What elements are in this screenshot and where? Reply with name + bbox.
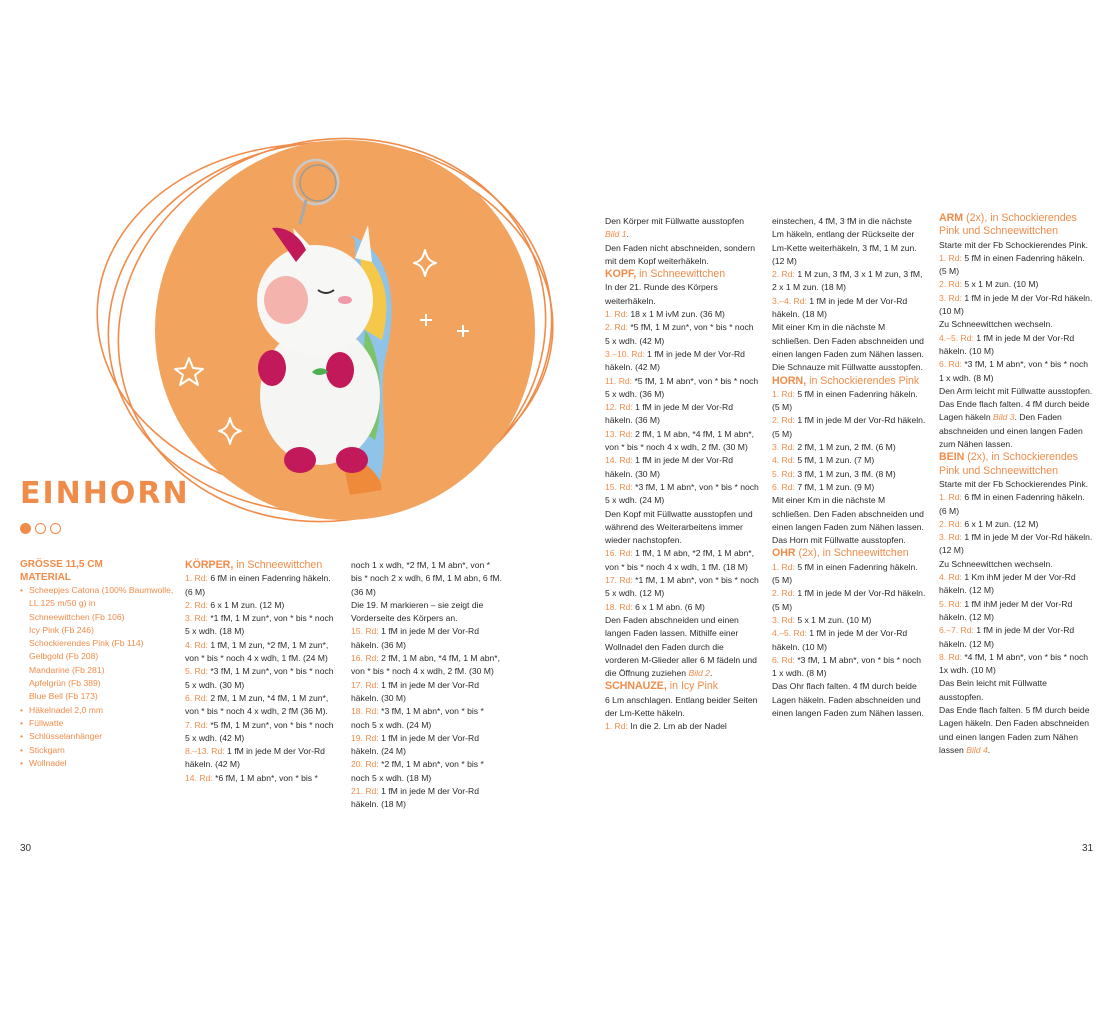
round-label: 5. Rd: (772, 468, 795, 479)
round-label: 17. Rd: (351, 679, 379, 690)
section-heading-name: HORN, (772, 374, 807, 387)
round-text: *3 fM, 1 M abn*, von * bis * noch 1 x wdh. (8 M) (939, 359, 1089, 383)
round-instruction (772, 587, 926, 614)
section-heading (939, 451, 1093, 478)
instruction-text (939, 704, 1093, 757)
instruction-text (939, 239, 1093, 252)
round-text: 1 fM in jede M der Vor-Rd häkeln. (42 M) (185, 746, 325, 770)
round-text: 18 x 1 M ivM zun. (36 M) (627, 309, 725, 320)
round-label: 1. Rd: (605, 309, 628, 320)
material-item: Schockierendes Pink (Fb 114) (29, 638, 144, 649)
round-label: 15. Rd: (351, 626, 379, 637)
instruction-text-body: In der 21. Runde des Körpers weiterhäkeln. (605, 282, 718, 306)
material-item: Blue Bell (Fb 173) (29, 691, 98, 702)
round-instruction (605, 481, 759, 508)
round-instruction (351, 705, 503, 732)
round-text: *5 fM, 1 M zun*, von * bis * noch 5 x wdh. (42 M) (605, 322, 754, 346)
round-text: 1 fM, 1 M zun, *2 fM, 1 M zun*, von * bis * noch 4 x wdh, 1 fM. (24 M) (185, 639, 329, 664)
round-instruction (939, 358, 1093, 385)
instruction-text-body: 6 Lm anschlagen. Entlang beider Seiten der Lm-Kette häkeln. (605, 694, 758, 718)
round-instruction (939, 518, 1093, 531)
difficulty-indicator (20, 523, 61, 534)
section-heading-color: (2x), in Schockierendes Pink und Schneewittchen (939, 451, 1078, 477)
round-label: 1. Rd: (939, 492, 962, 503)
instruction-text-body: Das Ohr flach falten. 4 fM durch beide Lagen häkeln. Faden abschneiden und einen langen Faden zum Nähen lassen. (772, 681, 924, 718)
round-label: 13. Rd: (605, 428, 633, 439)
section-heading (772, 375, 926, 388)
round-label: 3.–10. Rd: (605, 348, 645, 359)
instruction-text (772, 534, 926, 547)
round-label: 7. Rd: (185, 719, 208, 730)
round-label: 11. Rd: (605, 375, 633, 386)
instruction-text (939, 558, 1093, 571)
instruction-text-tail: . Den Faden abschneiden und einen langen Faden zum Nähen lassen. (939, 412, 1083, 450)
round-instruction (772, 454, 926, 467)
round-instruction (772, 614, 926, 627)
round-label: 4. Rd: (185, 639, 208, 650)
round-label: 3. Rd: (772, 614, 795, 625)
instructions-column-4 (772, 215, 926, 720)
instruction-text-body: einstechen, 4 fM, 3 fM in die nächste Lm häkeln, entlang der Rückseite der Lm-Kette weiterhäkeln, 3 fM, 1 M zun. (12 M) (772, 216, 917, 266)
instruction-text-body: Das Bein leicht mit Füllwatte ausstopfen. (939, 678, 1047, 702)
round-instruction (772, 561, 926, 588)
instructions-column-2 (351, 559, 503, 812)
round-text: 6 fM in einen Fadenring häkeln. (6 M) (185, 573, 331, 597)
round-instruction (939, 252, 1093, 279)
instruction-text-body: Den Arm leicht mit Füllwatte ausstopfen. (939, 385, 1093, 396)
instruction-text (605, 242, 759, 269)
material-item: • Stickgarn (20, 744, 175, 757)
round-text: *3 fM, 1 M abn*, von * bis * noch 5 x wdh. (24 M) (605, 481, 759, 506)
round-label: 6. Rd: (772, 481, 795, 492)
round-label: 2. Rd: (939, 518, 962, 529)
section-heading (939, 212, 1093, 239)
round-label: 3. Rd: (939, 532, 962, 543)
round-instruction (605, 401, 759, 428)
round-text: 2 fM, 1 M abn, *4 fM, 1 M abn*, von * bis * noch 4 x wdh, 2 fM. (30 M) (351, 653, 501, 677)
round-text: 1 fM in jede M der Vor-Rd häkeln. (18 M) (351, 786, 480, 810)
round-text: *3 fM, 1 M zun*, von * bis * noch 5 x wdh. (30 M) (185, 666, 334, 690)
round-instruction (939, 278, 1093, 291)
instruction-text (605, 508, 759, 548)
instruction-text-body: Zu Schneewittchen wechseln. (939, 558, 1053, 569)
section-heading-name: BEIN (939, 451, 965, 464)
round-instruction (939, 491, 1093, 518)
pattern-title: EINHORN (20, 476, 190, 511)
round-label: 4. Rd: (939, 572, 962, 583)
section-heading (605, 268, 759, 281)
round-instruction (605, 348, 759, 375)
instruction-text-body: Mit einer Km in die nächste M schließen. Den Faden abschneiden und einen langen Faden zum Nähen lassen. (772, 495, 924, 532)
round-text: 3 fM, 1 M zun, 3 fM. (8 M) (794, 468, 896, 479)
round-text: 1 fM in jede M der Vor-Rd häkeln. (18 M) (772, 295, 908, 320)
round-instruction (605, 547, 759, 574)
instruction-text-body: Das Ende flach falten. 5 fM durch beide Lagen häkeln. Den Faden abschneiden und einen langen Faden zum Nähen lassen (939, 704, 1090, 755)
instruction-text (939, 318, 1093, 331)
round-text: *1 fM, 1 M abn*, von * bis * noch 5 x wdh. (12 M) (605, 575, 759, 599)
round-text: 1 fM in jede M der Vor-Rd häkeln. (36 M) (351, 626, 480, 650)
round-label: 18. Rd: (351, 706, 379, 717)
round-text: 6 x 1 M zun. (12 M) (207, 599, 285, 610)
instruction-text (939, 385, 1093, 398)
round-instruction (185, 612, 337, 639)
round-label: 1. Rd: (939, 252, 962, 263)
difficulty-dot-3 (50, 523, 61, 534)
round-label: 16. Rd: (351, 653, 379, 664)
round-instruction (351, 758, 503, 785)
round-instruction (185, 719, 337, 746)
round-instruction (772, 295, 926, 322)
round-label: 3.–4. Rd: (772, 295, 807, 306)
instruction-text-body: Den Körper mit Füllwatte ausstopfen (605, 216, 744, 226)
round-text: 1 Km ihM jeder M der Vor-Rd häkeln. (12 M) (939, 572, 1076, 596)
section-heading (772, 547, 926, 560)
instruction-text-body: Den Faden nicht abschneiden, sondern mit dem Kopf weiterhäkeln. (605, 242, 756, 266)
instruction-text-body: Den Kopf mit Füllwatte ausstopfen und während des Weiterarbeitens immer wieder nachstopfen. (605, 508, 753, 546)
round-instruction (185, 599, 337, 612)
round-label: 14. Rd: (605, 455, 633, 466)
round-label: 3. Rd: (939, 292, 962, 303)
round-text: 5 fM in einen Fadenring häkeln. (5 M) (772, 561, 918, 586)
material-item: Icy Pink (Fb 246) (29, 624, 94, 635)
round-instruction (605, 454, 759, 481)
section-heading-color: (2x), in Schneewittchen (795, 547, 909, 560)
material-item: Mandarine (Fb 281) (29, 664, 105, 675)
section-heading-name: ARM (939, 212, 964, 224)
material-list (20, 559, 175, 770)
instruction-text-tail: . (709, 668, 713, 679)
round-instruction (185, 692, 337, 719)
section-heading-name: OHR (772, 547, 796, 560)
round-label: 6.–7. Rd: (939, 625, 974, 636)
image-reference: Bild 2 (688, 668, 710, 679)
instruction-text (772, 494, 926, 534)
round-instruction (605, 428, 759, 455)
round-text: *4 fM, 1 M abn*, von * bis * noch 1x wdh. (10 M) (939, 651, 1089, 676)
round-text: *3 fM, 1 M abn*, von * bis * noch 1 x wdh. (8 M) (772, 654, 922, 679)
round-label: 1. Rd: (772, 388, 795, 399)
round-label: 12. Rd: (605, 402, 633, 413)
instructions-column-5 (939, 212, 1093, 757)
instruction-text (939, 398, 1093, 451)
round-label: 17. Rd: (605, 575, 633, 586)
round-instruction (605, 321, 759, 348)
round-label: 1. Rd: (772, 561, 795, 572)
round-label: 3. Rd: (185, 613, 208, 624)
round-label: 6. Rd: (772, 654, 795, 665)
round-instruction (605, 308, 759, 321)
round-text: *3 fM, 1 M abn*, von * bis * noch 5 x wdh. (24 M) (351, 706, 484, 730)
round-label: 20. Rd: (351, 759, 379, 770)
round-instruction (939, 598, 1093, 625)
instruction-text-tail: . (987, 744, 991, 755)
round-label: 2. Rd: (772, 269, 795, 280)
material-item: • Schlüsselanhänger (20, 730, 175, 743)
round-instruction (939, 531, 1093, 558)
round-text: 6 fM in einen Fadenring häkeln. (6 M) (939, 492, 1085, 516)
material-item: • Scheepjes Catona (100% Baumwolle, LL 125 m/50 g) in (20, 584, 175, 611)
material-item: Schneewittchen (Fb 106) (29, 611, 125, 622)
round-text: In die 2. Lm ab der Nadel (627, 721, 727, 732)
material-item: Gelbgold (Fb 208) (29, 651, 99, 662)
round-instruction (605, 574, 759, 601)
round-instruction (605, 720, 759, 733)
instruction-text-body: Starte mit der Fb Schockierendes Pink. (939, 478, 1089, 489)
round-text: 5 x 1 M zun. (10 M) (961, 279, 1039, 290)
instruction-text (351, 559, 503, 599)
round-label: 21. Rd: (351, 786, 379, 797)
difficulty-dot-1 (20, 523, 31, 534)
round-instruction (185, 639, 337, 666)
instruction-text-body: Zu Schneewittchen wechseln. (939, 319, 1053, 330)
section-heading-color: (2x), in Schockierendes Pink und Schneewittchen (939, 212, 1077, 238)
round-instruction (185, 772, 337, 785)
round-text: 6 x 1 M zun. (12 M) (961, 518, 1039, 529)
round-label: 4.–5. Rd: (939, 332, 974, 343)
round-text: 2 fM, 1 M zun, 2 fM. (6 M) (794, 442, 896, 453)
round-instruction (772, 441, 926, 454)
round-instruction (351, 785, 503, 812)
round-text: 1 fM in jede M der Vor-Rd häkeln. (10 M) (772, 628, 908, 652)
round-text: 1 fM in jede M der Vor-Rd häkeln. (10 M) (939, 332, 1075, 356)
round-text: 5 fM, 1 M zun. (7 M) (794, 455, 875, 466)
round-label: 5. Rd: (939, 598, 962, 609)
instruction-text (772, 680, 926, 720)
round-label: 4.–5. Rd: (772, 628, 807, 639)
round-instruction (605, 601, 759, 614)
round-label: 6. Rd: (185, 692, 208, 703)
round-text: *6 fM, 1 M abn*, von * bis * (212, 772, 318, 783)
round-instruction (939, 624, 1093, 651)
round-text: *2 fM, 1 M abn*, von * bis * noch 5 x wdh. (18 M) (351, 759, 484, 783)
round-text: 5 fM in einen Fadenring häkeln. (5 M) (939, 252, 1085, 277)
section-heading (185, 559, 337, 572)
round-text: 1 fM in jede M der Vor-Rd häkeln. (42 M) (605, 348, 745, 373)
image-reference: Bild 3 (993, 412, 1015, 423)
round-instruction (772, 414, 926, 441)
round-instruction (351, 679, 503, 706)
round-label: 2. Rd: (939, 279, 962, 290)
section-heading-color: in Schneewittchen (636, 268, 726, 281)
instruction-text (772, 361, 926, 374)
image-reference: Bild 1 (605, 229, 627, 240)
section-heading-color: in Schneewittchen (233, 559, 323, 571)
round-text: 1 fM in jede M der Vor-Rd häkeln. (10 M) (939, 292, 1093, 317)
round-instruction (351, 732, 503, 759)
round-text: 1 fM ihM jeder M der Vor-Rd häkeln. (12 M) (939, 598, 1073, 622)
round-text: 1 fM in jede M der Vor-Rd häkeln. (12 M) (939, 532, 1093, 556)
right-page (555, 0, 1110, 1028)
round-instruction (185, 665, 337, 692)
round-text: 6 x 1 M abn. (6 M) (632, 601, 705, 612)
instruction-text (939, 677, 1093, 704)
round-label: 2. Rd: (185, 599, 208, 610)
instruction-text-body: Die 19. M markieren – sie zeigt die Vorderseite des Körpers an. (351, 599, 484, 624)
round-label: 2. Rd: (772, 588, 795, 599)
section-heading-name: KÖRPER, (185, 559, 234, 571)
round-text: 5 fM in einen Fadenring häkeln. (5 M) (772, 388, 918, 413)
round-text: 1 fM in jede M der Vor-Rd häkeln. (30 M) (351, 679, 480, 703)
round-instruction (939, 332, 1093, 359)
round-label: 19. Rd: (351, 732, 379, 743)
instructions-column-3 (605, 215, 759, 734)
round-instruction (185, 745, 337, 772)
instruction-text-tail: . (626, 229, 629, 240)
round-text: 1 fM in jede M der Vor-Rd häkeln. (5 M) (772, 588, 926, 612)
instruction-text-body: Das Horn mit Füllwatte ausstopfen. (772, 535, 906, 546)
instruction-text (605, 215, 759, 242)
round-instruction (772, 627, 926, 654)
round-text: 5 x 1 M zun. (10 M) (794, 614, 872, 625)
round-text: *5 fM, 1 M abn*, von * bis * noch 5 x wdh. (36 M) (605, 375, 759, 399)
round-text: 1 fM in jede M der Vor-Rd häkeln. (5 M) (772, 415, 926, 439)
section-heading-color: in Icy Pink (666, 680, 719, 693)
round-label: 4. Rd: (772, 455, 795, 466)
round-text: *1 fM, 1 M zun*, von * bis * noch 5 x wdh. (18 M) (185, 613, 334, 637)
round-instruction (185, 572, 337, 599)
page-number-right: 31 (1082, 843, 1094, 854)
round-instruction (939, 292, 1093, 319)
round-instruction (772, 268, 926, 295)
round-label: 3. Rd: (772, 442, 795, 453)
instructions-column-1 (185, 559, 337, 785)
round-instruction (772, 481, 926, 494)
instruction-text-body: Den Faden abschneiden und einen langen Faden lassen. Mithilfe einer Wollnadel den Faden durch die vorderen M-Glieder aller 6 M fädeln und die Öffnung zuziehen (605, 614, 757, 679)
round-label: 15. Rd: (605, 481, 633, 492)
round-text: 1 fM in jede M der Vor-Rd häkeln. (30 M) (605, 455, 734, 479)
round-text: 2 fM, 1 M abn, *4 fM, 1 M abn*, von * bis * noch 4 x wdh, 2 fM. (30 M) (605, 428, 755, 453)
instruction-text-body: Die Schnauze mit Füllwatte ausstopfen. (772, 362, 923, 373)
round-instruction (939, 571, 1093, 598)
instruction-text-body: noch 1 x wdh, *2 fM, 1 M abn*, von * bis * noch 2 x wdh, 6 fM, 1 M abn, 6 fM. (36 M) (351, 560, 502, 597)
round-label: 8. Rd: (939, 651, 962, 662)
round-text: 1 fM in jede M der Vor-Rd häkeln. (36 M) (605, 402, 734, 426)
round-label: 16. Rd: (605, 548, 633, 559)
instruction-text-body: Starte mit der Fb Schockierendes Pink. (939, 239, 1089, 250)
material-item: • Häkelnadel 2,0 mm (20, 704, 175, 717)
round-instruction (605, 375, 759, 402)
instruction-text (605, 614, 759, 680)
unicorn-photo (0, 0, 555, 530)
round-instruction (351, 625, 503, 652)
round-label: 2. Rd: (772, 415, 795, 426)
material-heading: MATERIAL (20, 571, 71, 583)
round-instruction (351, 652, 503, 679)
round-instruction (772, 388, 926, 415)
section-heading-name: KOPF, (605, 268, 637, 281)
round-label: 8.–13. Rd: (185, 746, 225, 757)
round-label: 2. Rd: (605, 322, 628, 333)
round-text: 7 fM, 1 M zun. (9 M) (794, 481, 875, 492)
instruction-text-body: Das Ende flach falten. 4 fM durch beide Lagen häkeln (939, 399, 1090, 423)
round-text: 2 fM, 1 M zun, *4 fM, 1 M zun*, von * bis * noch 4 x wdh, 2 fM (36 M). (185, 692, 329, 717)
material-item: Apfelgrün (Fb 389) (29, 678, 101, 689)
round-text: 1 fM, 1 M abn, *2 fM, 1 M abn*, von * bis * noch 4 x wdh, 1 fM. (18 M) (605, 548, 755, 572)
round-text: *5 fM, 1 M zun*, von * bis * noch 5 x wdh. (42 M) (185, 719, 334, 743)
material-item: • Füllwatte (20, 717, 175, 730)
round-label: 14. Rd: (185, 772, 213, 783)
instruction-text (772, 321, 926, 361)
round-instruction (772, 654, 926, 681)
image-reference: Bild 4 (966, 744, 988, 755)
instruction-text (351, 599, 503, 626)
instruction-text-body: Mit einer Km in die nächste M schließen. Den Faden abschneiden und einen langen Faden zum Nähen lassen. (772, 322, 924, 359)
round-text: 1 fM in jede M der Vor-Rd häkeln. (24 M) (351, 732, 480, 757)
round-instruction (772, 468, 926, 481)
round-label: 1. Rd: (185, 573, 208, 584)
round-label: 6. Rd: (939, 359, 962, 370)
section-heading-name: SCHNAUZE, (605, 680, 667, 693)
instruction-text (605, 694, 759, 721)
round-text: 1 M zun, 3 fM, 3 x 1 M zun, 3 fM, 2 x 1 M zun. (18 M) (772, 269, 923, 293)
round-label: 18. Rd: (605, 601, 633, 612)
instruction-text (939, 478, 1093, 491)
round-instruction (939, 651, 1093, 678)
round-label: 5. Rd: (185, 666, 208, 677)
instruction-text (772, 215, 926, 268)
section-heading-color: in Schockierendes Pink (806, 374, 920, 387)
round-text: 1 fM in jede M der Vor-Rd häkeln. (12 M) (939, 625, 1075, 649)
material-item: • Wollnadel (20, 757, 175, 770)
page-number-left: 30 (20, 843, 32, 854)
size-heading: GRÖSSE 11,5 CM (20, 559, 103, 570)
difficulty-dot-2 (35, 523, 46, 534)
instruction-text (605, 281, 759, 308)
round-label: 1. Rd: (605, 721, 628, 732)
section-heading (605, 680, 759, 693)
